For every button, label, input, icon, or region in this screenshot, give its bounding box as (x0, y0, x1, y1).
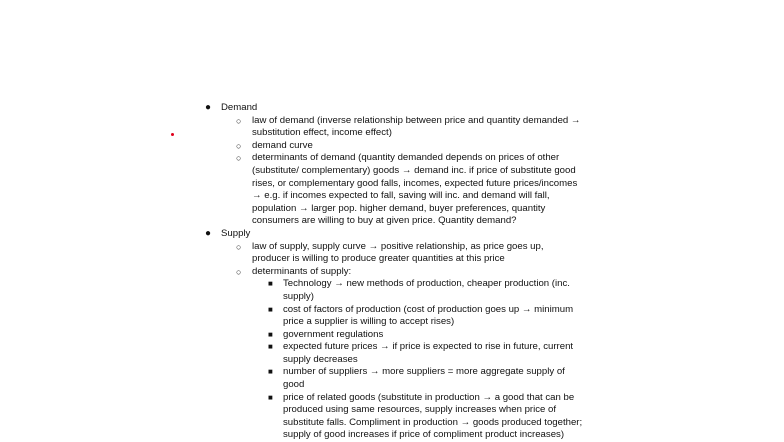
circle-bullet-icon: ○ (236, 140, 242, 151)
list-item-text: law of demand (inverse relationship between price and quantity demanded → substitution effect, income effect) (252, 114, 581, 139)
circle-bullet-icon: ○ (236, 153, 242, 164)
sub-list-item (268, 278, 583, 303)
list-item (236, 114, 582, 140)
section-demand (205, 102, 581, 115)
sub-list-item-text: expected future prices → if price is expected to rise in future, current supply decreases (283, 341, 574, 365)
sub-list-item-text: price of related goods (substitute in production → a good that can be produced using same resources, supply increases when price of substitute falls. Compliment in production → goods produced together; supply of good increases if price of compliment product increases) (283, 391, 583, 441)
square-bullet-icon: ■ (268, 329, 273, 339)
circle-bullet-icon: ○ (236, 266, 242, 277)
square-bullet-icon: ■ (268, 342, 273, 352)
section-title: Supply (221, 227, 251, 239)
sub-list-item (268, 391, 583, 442)
sub-list-item-text: Technology → new methods of production, cheaper production (inc. supply) (283, 278, 570, 302)
sub-list-item-text: government regulations (283, 328, 384, 340)
sub-list-item (268, 303, 583, 329)
list-item (236, 152, 582, 228)
list-item (236, 139, 582, 153)
section-supply (205, 227, 581, 241)
square-bullet-icon: ■ (268, 392, 273, 402)
sub-list-item-text: cost of factors of production (cost of production goes up → minimum price a supplier is willing to accept rises) (283, 303, 574, 328)
list-item (236, 265, 582, 279)
list-item (236, 240, 582, 266)
list-item-text: law of supply, supply curve → positive relationship, as price goes up, producer is willing to produce greater quantities at this price (252, 240, 544, 265)
list-item-text: determinants of supply: (252, 265, 352, 277)
square-bullet-icon: ■ (268, 304, 273, 314)
notes-document (0, 102, 784, 442)
sub-list-item (268, 341, 583, 366)
bullet-icon: ● (205, 102, 212, 113)
circle-bullet-icon: ○ (236, 115, 242, 126)
list-item-text: demand curve (252, 139, 313, 151)
sub-list-item-text: number of suppliers → more suppliers = more aggregate supply of good (283, 366, 565, 391)
square-bullet-icon: ■ (268, 367, 273, 377)
square-bullet-icon: ■ (268, 279, 273, 289)
section-title: Demand (221, 102, 258, 113)
circle-bullet-icon: ○ (236, 241, 242, 252)
list-item-text: determinants of demand (quantity demanded depends on prices of other (substitute/ complementary) goods → demand inc. if price of substitute good rises, or complementary good falls, incomes, expected future prices/incomes → e.g. if incomes expected to fall, saving will inc. and demand will fall, population → larger pop. higher demand, buyer preferences, quantity consumers are willing to buy at given price. Quantity demand? (252, 152, 578, 227)
sub-list-item (268, 366, 583, 391)
sub-list-item (268, 328, 583, 342)
bullet-icon: ● (205, 227, 212, 239)
